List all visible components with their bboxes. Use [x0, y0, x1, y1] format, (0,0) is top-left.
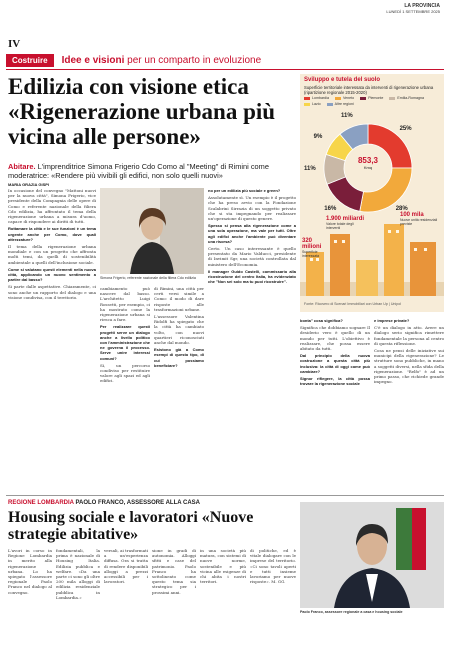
legend-label: Lombardia — [312, 96, 329, 100]
article-column-2 — [100, 286, 150, 488]
legend-swatch — [304, 103, 310, 106]
main-headline: Edilizia con visione etica «Rigenerazione urbana più vicina alle persone» — [8, 74, 276, 149]
question: Rottamare la città e le sue funzioni è un tema urgente anche per Como, dove quali attrezzature? — [8, 226, 96, 242]
infographic-subtitle: Superficie territoriale interessata da interventi di rigenerazione urbana (ripartizione regionale 2015-2020) — [304, 85, 434, 95]
legend-item — [389, 96, 424, 100]
paragraph: C'è un dialogo in atto. Avere un dialogo serio significa rimettere fondamentale la persona al centro di questa riflessione. — [374, 325, 444, 346]
stat-value: 320 milioni — [302, 238, 322, 250]
stat-block-2 — [400, 212, 442, 226]
article-column-1 — [8, 188, 96, 488]
section-label: Costruire — [6, 54, 54, 67]
article2-column-5: in una società più matura, con sistemi di nuove norme, sostenibile e più vicina alle esigenze di chi abita i nostri territori. — [200, 548, 246, 585]
stat-label: Valore totale degli interventi — [326, 222, 354, 230]
masthead-name: LA PROVINCIA — [404, 3, 440, 9]
question: bonta" cosa significa? — [300, 318, 343, 323]
stat-block-1 — [326, 216, 366, 230]
question: Esistono già a Como esempi di questo tipo, di cui possiamo beneficiare? — [154, 347, 204, 368]
paragraph: In occasione del convegno "Mattoni nuovi per la nuova città", Simona Frigerio, vice presidente della Compagnia delle opere di Como e referente nazionale della filiera Cdo edilizia, ha affrontato il tema della rigenerazione urbana a misura d'uomo, capace di rispondere ai diritti di tutti. — [8, 188, 96, 225]
question: e imprese private? — [374, 318, 410, 323]
legend-item — [335, 96, 354, 100]
slice-percent-label: 9% — [313, 133, 323, 140]
donut-center — [348, 156, 388, 170]
infographic-source: Fonte: Ricovero di Scenari Immobiliari con Urban Up | Unipol — [304, 302, 402, 306]
legend-label: Piemonte — [368, 96, 384, 100]
byline: MARIA GRAZIA GISPI — [8, 182, 50, 187]
question: Signor riflegere, la città possa trovare la rigenerazione sociale — [300, 376, 370, 387]
article-column-6 — [374, 318, 444, 488]
legend-swatch — [360, 97, 366, 100]
legend-label: Veneto — [342, 96, 355, 100]
paragraph: Sì, un percorso condiviso per restituire valore agli spazi ed agli edifici. — [100, 362, 150, 384]
legend-label: Altre regioni — [334, 102, 354, 106]
legend-swatch — [335, 97, 341, 100]
lead-text: L'imprenditrice Simona Frigerio Cdo Como al "Meeting" di Rimini come moderatrice: «Rendere più vivibili gli edifici, non solo quelli nuovi» — [8, 162, 269, 180]
paragraph: Assolutamente sì. Un esempio è il progetto che ha preso avvio con la Fondazione Scalabrini Sirrazia di un soggetto privato che si sta impegnando per realizzare un'operazione di questo genere. — [208, 195, 296, 222]
section-rule — [6, 69, 444, 70]
legend-swatch — [389, 97, 395, 100]
lead-prefix: Abitare. — [8, 162, 36, 171]
legend-item — [304, 102, 321, 106]
paragraph: Certo. Un caso interessante è quello presentato da Mario Valducci, presidente di Invimit Sgr, una società controllata dal ministero dell'Economia. — [208, 246, 296, 267]
slice-percent-label: 25% — [399, 125, 412, 132]
question: Spesso si pensa alla rigenerazione come a una sola operazione, ma vale per tutti. Oltre agli edifici anche l'ambiente può diventare una risorsa? — [208, 223, 296, 244]
chart-legend — [304, 96, 442, 106]
paragraph: cambiamento può nascere dal basso. L'architetto Luigi Rossetti, per esempio, ci ha mostrato come la rigenerazione urbana si riesca a fare. — [100, 286, 150, 323]
stat-value: 1.900 miliardi — [326, 216, 365, 222]
paragraph: Il tema della rigenerazione urbana mondiale e con un progetto che affronta molti temi, da quelli di sostenibilità ambientale a quelli dell'inclusione sociale. — [8, 244, 96, 265]
question: Per realizzare questi progetti serve un dialogo anche a livello politico con l'amministrazione che ne governa il processo. Serve unire interessi comuni? — [100, 324, 150, 361]
portrait-photo-paolo-franco — [300, 502, 444, 608]
masthead-date: LUNEDÌ 1 SETTEMBRE 2025 — [386, 9, 440, 14]
masthead — [386, 4, 440, 14]
article-column-5 — [300, 318, 370, 488]
article-column-3 — [154, 286, 204, 488]
legend-item — [304, 96, 329, 100]
paragraph: Si parte dalle aspettative. Chiaramente, ci sono anche un rapporto del dialogo e una visione condivisa, con il territorio. — [8, 284, 96, 300]
question: Come si valutano questi elementi nella nuova città, applicando un nuovo sentimento a partire dal basso? — [8, 266, 96, 283]
donut-center-value: 853,3 — [357, 156, 379, 165]
article-column-4 — [208, 188, 296, 488]
stat-label: Superficie interessata — [302, 250, 320, 258]
article-divider — [6, 495, 444, 496]
paragraph: Cosa ne pensi delle iniziative sui municipi della rigenerazione? Le strutture sono pubbliche, in mano a soggetti diversi, nella sfida della rigenerazione. "Relfo" è ad un primo passo, che richiede grande impegno. — [374, 348, 444, 385]
question: no per un edilizia più sociale e green? — [208, 188, 281, 193]
infographic-title: Sviluppo e tutela del suolo — [304, 77, 381, 83]
paragraph: di Rimini, una città per certi versi simile a Como: il modo di dare risposte alle trasformazioni urbane. — [154, 286, 204, 312]
legend-swatch — [327, 103, 333, 106]
legend-item — [360, 96, 383, 100]
paragraph: Significa che dobbiamo sognare Il desiderio vero è quello di un mondo per tutti. L'obiettivo è realizzare, che possa essere abitato da tutti. — [300, 325, 370, 352]
slice-percent-label: 16% — [324, 205, 337, 212]
article2-column-3: versali, ai trasformati a un'esperienza diffusa. Ora si tratta di rendere disponibili alloggi a prezzi accessibili per i lavoratori. — [104, 548, 148, 585]
question: Dal principio della nuova costruzione a questa città più inclusiva: la città di oggi come può cambiare? — [300, 353, 370, 374]
slice-percent-label: 11% — [304, 165, 316, 172]
paragraph: L'assessore Valentina Ridolfi ha spiegato che la città ha cambiato volto, con nuovi quartieri riconosciuti anche dal mondo. — [154, 314, 204, 346]
stat-label: Nuove unità residenziali previste — [400, 218, 438, 226]
article2-column-1: L'avori in corso in Regione Lombardia in merito alla rigenerazione urbana. Lo ha spiegato l'assessore regionale Paolo Franco nel dialogo al convegno. — [8, 548, 52, 595]
legend-label: Lazio — [312, 102, 321, 106]
article2-photo-caption: Paolo Franco, assessore regionale a casa e housing sociale — [300, 610, 403, 614]
lead-paragraph — [8, 162, 298, 180]
donut-center-unit: Kmq — [363, 165, 373, 170]
page-number: IV — [8, 38, 21, 50]
section-title: Idee e visioni per un comparto in evoluzione — [61, 55, 262, 66]
article2-column-2: fondamentali, la prima è nazionale di Housing Italia. Edilizia pubblica e welfare. «Da una parte ci sono gli oltre 200 mila alloggi di edilizia residenziale pubblica in Lombardia.» — [56, 548, 100, 600]
article2-column-4: sione in gradi di autonomia. Alloggi sfitti e case del patrimonio. Paolo Franco ha sottolineato come questo tema sia strategico per i prossimi anni. — [152, 548, 196, 595]
article2-headline: Housing sociale e lavoratori «Nuove strategie abitative» — [8, 509, 254, 543]
stat-value: 100 mila — [400, 212, 424, 218]
slice-percent-label: 11% — [341, 113, 353, 120]
article2-column-6: di politiche, ed è vitale dialogare con le imprese del territorio. «Ci sono tavoli aperti e tutti insieme lavoriamo per nuove risposte». M. GG. — [250, 548, 296, 585]
section-bar — [6, 54, 444, 67]
legend-item — [327, 102, 354, 106]
legend-swatch — [304, 97, 310, 100]
portrait-photo-simona-frigerio — [100, 188, 204, 274]
stat-block-3 — [302, 238, 330, 258]
slice-percent-label: 28% — [395, 205, 408, 212]
article2-kicker: REGIONE LOMBARDIA PAOLO FRANCO, ASSESSORE ALLA CASA — [8, 500, 201, 506]
photo-caption: Simona Frigerio, referente nazionale della filiera Cdo edilizia — [100, 276, 196, 280]
question: Il manager Guido Castelli, commissario alla ricostruzione del centro Italia, ha evidenziato che "Non sei solo ma tu puoi ricostruire". — [208, 268, 296, 285]
legend-label: Emilia-Romagna — [397, 96, 424, 100]
